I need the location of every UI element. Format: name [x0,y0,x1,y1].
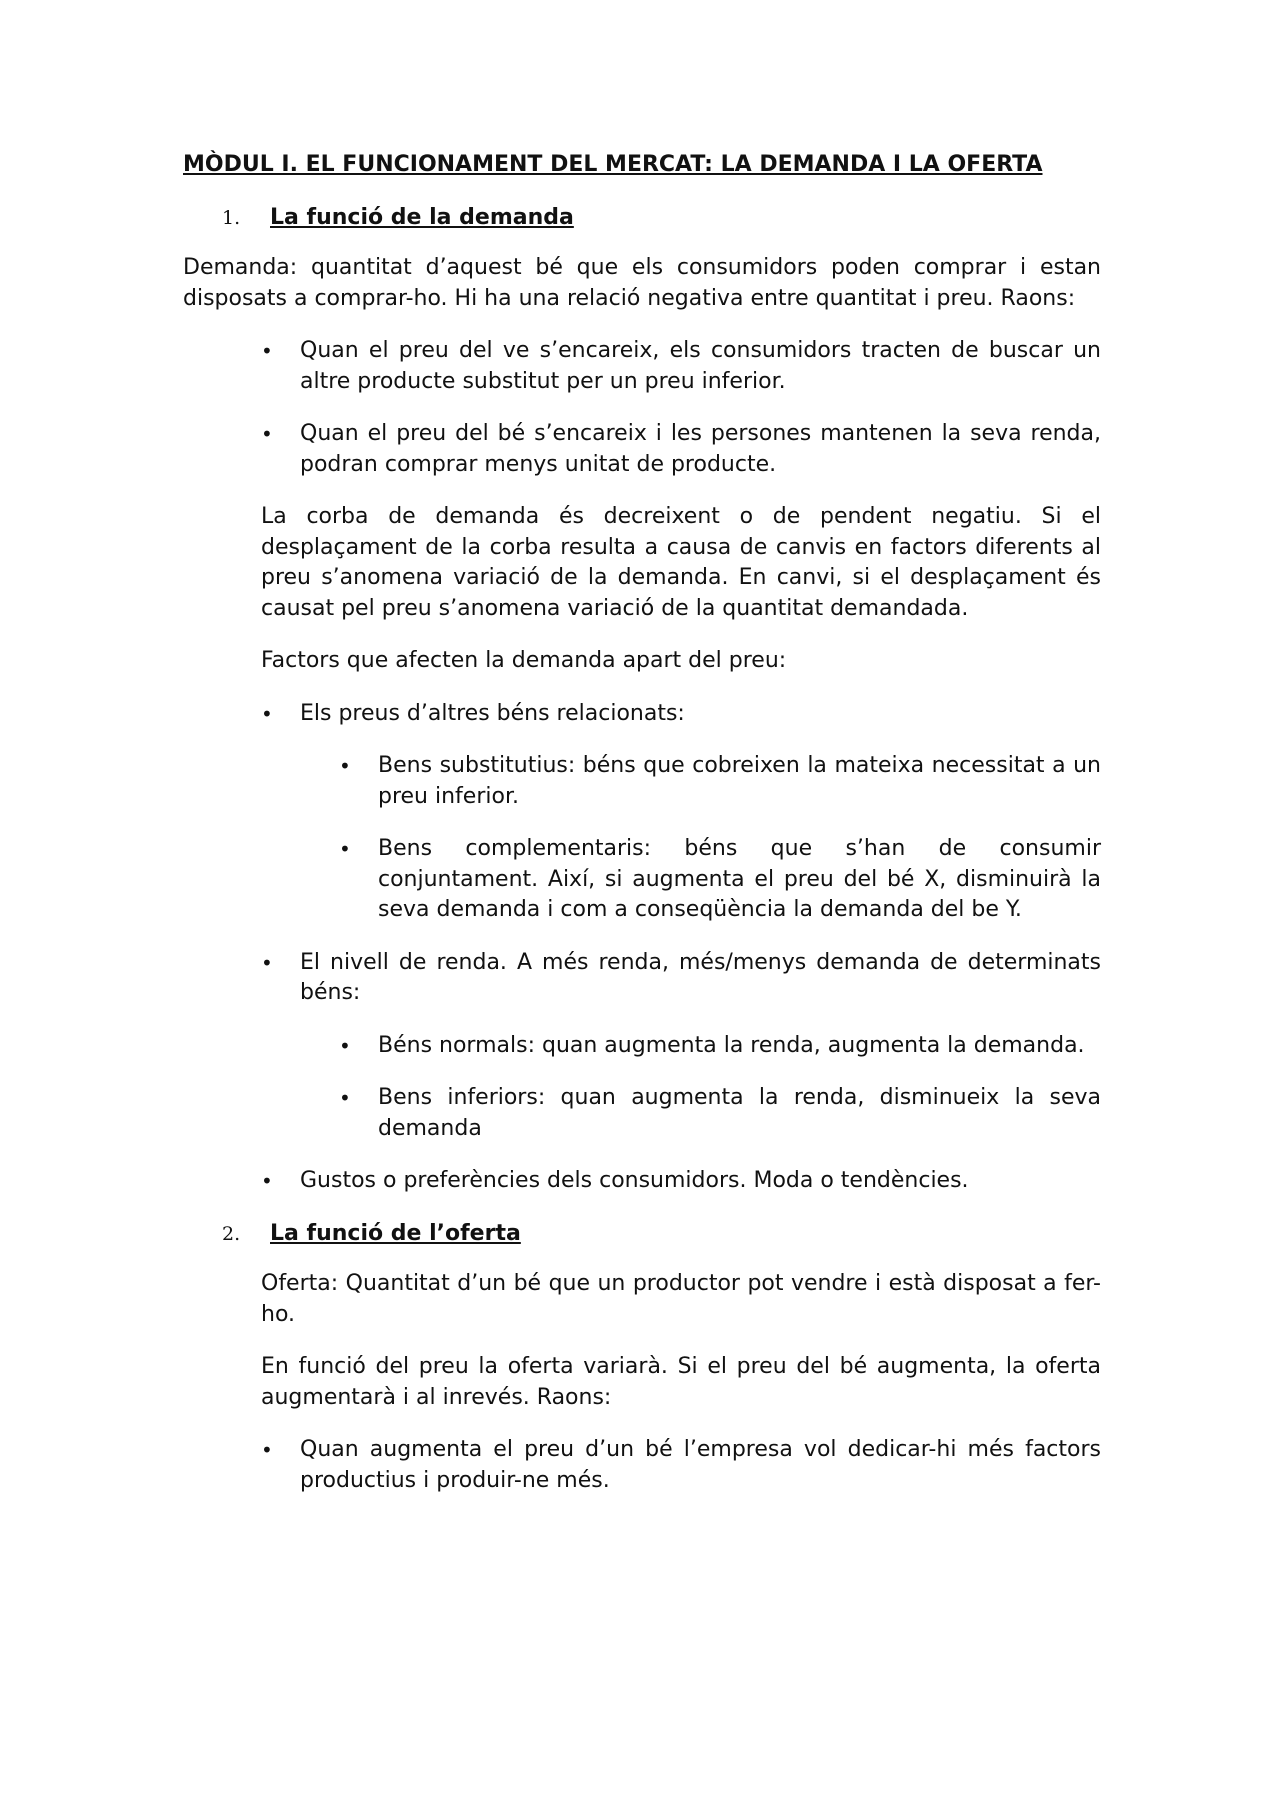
list-item-text: Quan el preu del bé s’encareix i les persones mantenen la seva renda, podran comprar menys unitat de producte. [300,421,1101,477]
list-item-text: El nivell de renda. A més renda, més/menys demanda de determinats béns: [300,949,1101,1005]
document-page [183,150,1101,1518]
list-item-text: Quan el preu del ve s’encareix, els consumidors tracten de buscar un altre producte substitut per un preu inferior. [300,338,1101,394]
list-item [183,336,1101,397]
bullet-icon: • [339,1086,351,1110]
list-item [183,751,1101,812]
section-1-heading: La funció de la demanda [270,204,574,230]
list-item-text: Béns normals: quan augmenta la renda, augmenta la demanda. [378,1032,1085,1058]
bullet-icon: • [261,339,273,363]
section-2-header [183,1219,1101,1250]
list-item [183,699,1101,730]
demand-definition: Demanda: quantitat d’aquest bé que els consumidors poden comprar i estan disposats a comprar-ho. Hi ha una relació negativa entre quantitat i preu. Raons: [183,255,1101,311]
demand-factors-list [183,699,1101,1197]
list-item [183,419,1101,480]
section-1-header [183,203,1101,234]
bullet-icon: • [261,1169,273,1193]
list-item [183,1435,1101,1496]
bullet-icon: • [261,701,273,726]
supply-reasons-list [183,1435,1101,1496]
list-item-text: Bens complementaris: béns que s’han de consumir conjuntament. Així, si augmenta el preu del bé X, disminuirà la seva demanda i com a conseqüència la demanda del be Y. [378,836,1101,922]
factors-intro: Factors que afecten la demanda apart del preu: [261,648,787,673]
list-item-text: Bens substitutius: béns que cobreixen la mateixa necessitat a un preu inferior. [378,753,1101,809]
supply-price-paragraph: En funció del preu la oferta variarà. Si el preu del bé augmenta, la oferta augmentarà i al inrevés. Raons: [261,1354,1101,1410]
bullet-icon: • [261,950,273,975]
bullet-icon: • [261,1438,273,1462]
section-2-number: 2. [222,1222,241,1245]
bullet-icon: • [261,422,273,446]
document-title: MÒDUL I. EL FUNCIONAMENT DEL MERCAT: LA DEMANDA I LA OFERTA [183,152,1043,177]
demand-curve-paragraph: La corba de demanda és decreixent o de pendent negatiu. Si el desplaçament de la corba resulta a causa de canvis en factors diferents al preu s’anomena variació de la demanda. En canvi, si el desplaçament és causat pel preu s’anomena variació de la quantitat demandada. [261,504,1101,621]
list-item [183,834,1101,926]
list-item [183,1031,1101,1062]
list-item-text: Els preus d’altres béns relacionats: [300,700,685,726]
list-item [183,948,1101,1009]
list-item [183,1166,1101,1197]
supply-definition: Oferta: Quantitat d’un bé que un productor pot vendre i està disposat a fer-ho. [261,1271,1101,1327]
bullet-icon: • [339,1033,351,1058]
list-item-text: Quan augmenta el preu d’un bé l’empresa vol dedicar-hi més factors productius i produir-ne més. [300,1437,1101,1493]
section-1-number: 1. [222,206,241,229]
demand-reasons-list [183,336,1101,480]
list-item [183,1083,1101,1144]
list-item-text: Bens inferiors: quan augmenta la renda, disminueix la seva demanda [378,1085,1101,1141]
list-item-text: Gustos o preferències dels consumidors. Moda o tendències. [300,1168,969,1193]
bullet-icon: • [339,754,351,778]
bullet-icon: • [339,837,351,861]
section-2-heading: La funció de l’oferta [270,1220,521,1246]
